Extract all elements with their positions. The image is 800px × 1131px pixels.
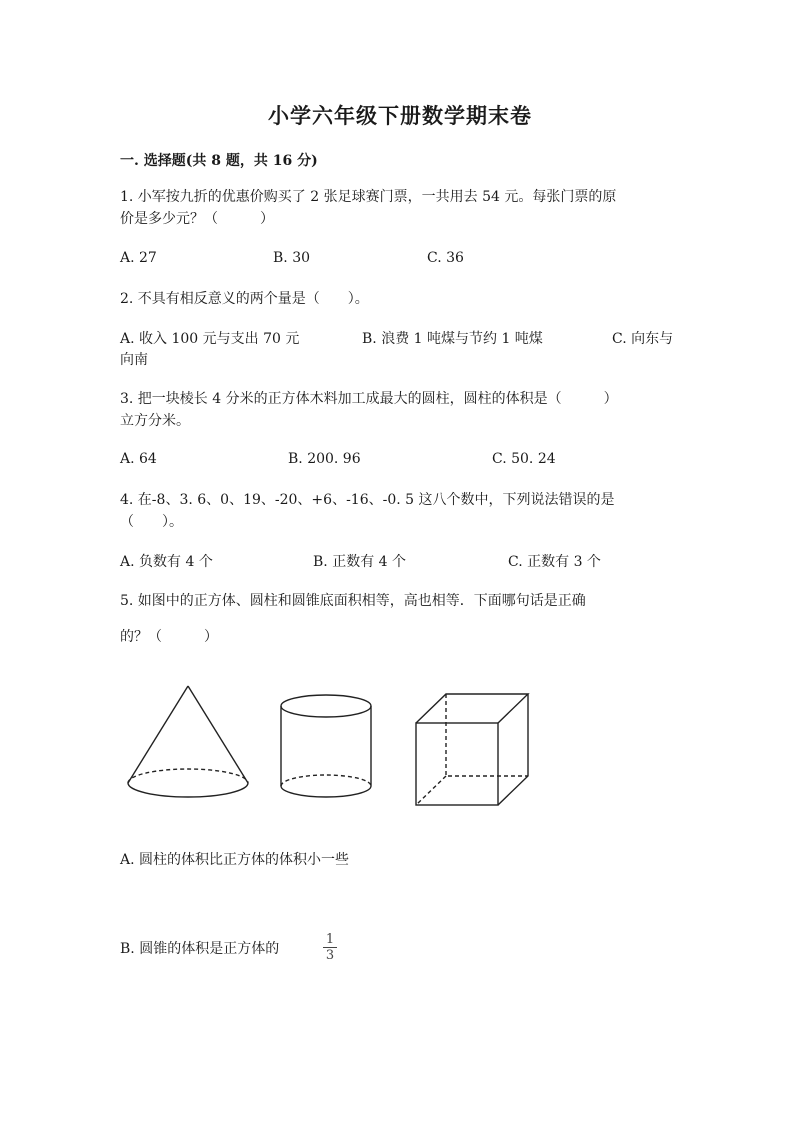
question-1-option-b: B. 30 (273, 250, 311, 266)
cylinder-figure (281, 695, 371, 797)
question-2-option-c-continued: 向南 (120, 352, 148, 368)
question-3-line-2: 立方分米。 (120, 413, 190, 429)
question-3-option-c: C. 50. 24 (492, 451, 556, 467)
cube-figure (416, 694, 528, 805)
solids-figure (118, 678, 538, 808)
question-4-option-b: B. 正数有 4 个 (313, 554, 406, 570)
question-1-option-a: A. 27 (120, 250, 157, 266)
fraction-denominator: 3 (325, 948, 335, 963)
question-5-line-2: 的？（ ） (120, 629, 218, 645)
question-4-option-c: C. 正数有 3 个 (508, 554, 601, 570)
question-2-line-1: 2. 不具有相反意义的两个量是（ ）。 (120, 291, 369, 307)
question-1-option-c: C. 36 (427, 250, 464, 266)
section-heading: 一. 选择题(共 8 题，共 16 分) (120, 153, 318, 169)
question-2-option-a: A. 收入 100 元与支出 70 元 (120, 331, 300, 347)
fraction-one-third (322, 932, 338, 963)
question-5-line-1: 5. 如图中的正方体、圆柱和圆锥底面积相等，高也相等．下面哪句话是正确 (120, 593, 586, 609)
question-3-option-a: A. 64 (120, 451, 157, 467)
question-3-option-b: B. 200. 96 (288, 451, 361, 467)
question-2-option-b: B. 浪费 1 吨煤与节约 1 吨煤 (362, 331, 543, 347)
fraction-numerator: 1 (325, 932, 335, 947)
question-1-line-1: 1. 小军按九折的优惠价购买了 2 张足球赛门票，一共用去 54 元。每张门票的原 (120, 189, 617, 205)
question-4-line-1: 4. 在-8、3. 6、0、19、-20、+6、-16、-0. 5 这八个数中，下列说法错误的是 (120, 492, 615, 508)
page-title: 小学六年级下册数学期末卷 (268, 103, 532, 128)
question-4-line-2: （ ）。 (120, 514, 183, 530)
cone-figure (128, 686, 248, 797)
question-5-option-b: B. 圆锥的体积是正方体的 (120, 941, 280, 957)
question-5-option-a: A. 圆柱的体积比正方体的体积小一些 (120, 852, 350, 868)
question-1-line-2: 价是多少元？（ ） (120, 211, 274, 227)
question-2-option-c: C. 向东与 (612, 331, 674, 347)
question-3-line-1: 3. 把一块棱长 4 分米的正方体木料加工成最大的圆柱，圆柱的体积是（ ） (120, 391, 618, 407)
question-4-option-a: A. 负数有 4 个 (120, 554, 213, 570)
